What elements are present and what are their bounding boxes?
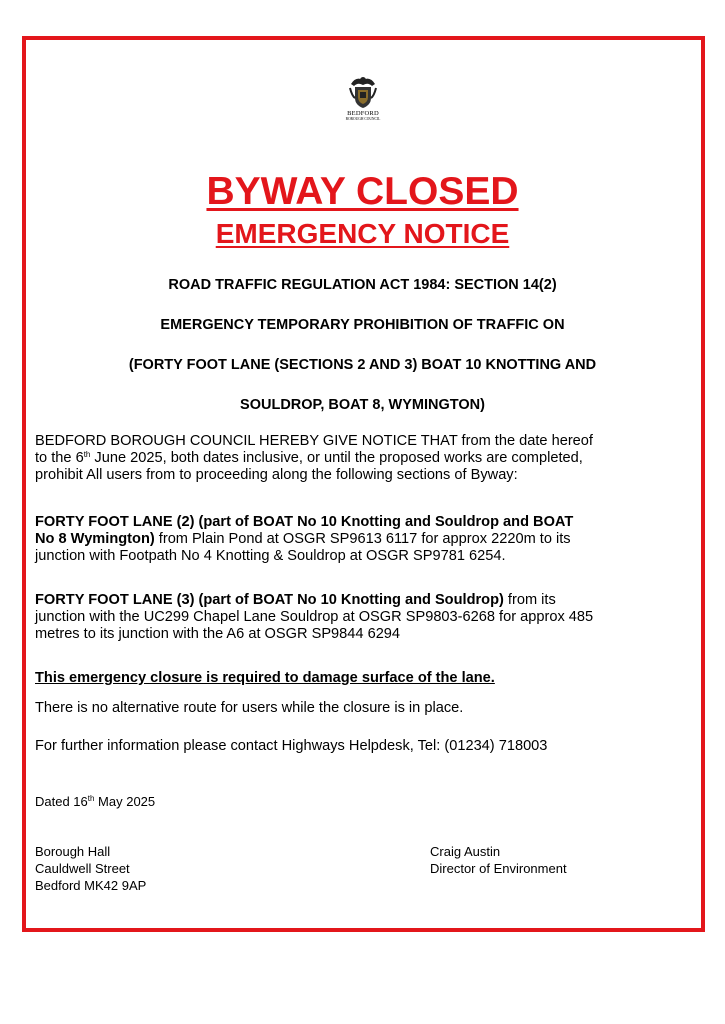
notice-line: to the 6th June 2025, both dates inclusive, or until the proposed works are completed, — [35, 449, 583, 466]
section-3-line: junction with the UC299 Chapel Lane Souldrop at OSGR SP9803-6268 for approx 485 — [35, 608, 594, 625]
section-2-paragraph — [35, 514, 695, 564]
section-2-line: FORTY FOOT LANE (2) (part of BOAT No 10 Knotting and Souldrop and BOAT — [35, 514, 574, 530]
council-logo — [338, 74, 388, 130]
logo-subtitle: BOROUGH COUNCIL — [345, 117, 381, 121]
closure-reason: This emergency closure is required to damage surface of the lane. — [35, 670, 495, 686]
section-3-line: FORTY FOOT LANE (3) (part of BOAT No 10 Knotting and Souldrop) from its — [35, 592, 556, 608]
signatory-name: Craig Austin — [430, 844, 501, 859]
heading-roads-line1: (FORTY FOOT LANE (SECTIONS 2 AND 3) BOAT 10 KNOTTING AND — [128, 357, 597, 373]
section-2-line: junction with Footpath No 4 Knotting & Souldrop at OSGR SP9781 6254. — [35, 547, 506, 564]
council-address — [35, 843, 146, 894]
heading-act: ROAD TRAFFIC REGULATION ACT 1984: SECTION 14(2) — [168, 277, 557, 293]
alternative-route-note: There is no alternative route for users while the closure is in place. — [35, 700, 464, 716]
logo-name: BEDFORD — [347, 110, 379, 117]
notice-line: prohibit All users from to proceeding along the following sections of Byway: — [35, 466, 518, 483]
section-3-paragraph — [35, 592, 695, 642]
heading-prohibition: EMERGENCY TEMPORARY PROHIBITION OF TRAFFIC ON — [160, 317, 565, 333]
address-line: Bedford MK42 9AP — [35, 878, 147, 893]
section-3-line: metres to its junction with the A6 at OSGR SP9844 6294 — [35, 625, 401, 642]
contact-info: For further information please contact Highways Helpdesk, Tel: (01234) 718003 — [35, 738, 548, 754]
notice-line: BEDFORD BOROUGH COUNCIL HEREBY GIVE NOTICE THAT from the date hereof — [35, 433, 593, 449]
address-line: Cauldwell Street — [35, 861, 130, 876]
notice-lead: BEDFORD BOROUGH COUNCIL HEREBY GIVE NOTICE THAT — [35, 433, 458, 449]
address-line: Borough Hall — [35, 844, 111, 859]
signatory-title: Director of Environment — [430, 861, 567, 876]
signatory-block — [430, 843, 567, 877]
notice-subtitle: EMERGENCY NOTICE — [215, 218, 510, 249]
notice-paragraph — [35, 433, 695, 483]
section-2-line: No 8 Wymington) from Plain Pond at OSGR SP9613 6117 for approx 2220m to its — [35, 530, 571, 547]
notice-title: BYWAY CLOSED — [206, 170, 519, 213]
bedford-crest-icon — [348, 74, 378, 110]
date-line: Dated 16th May 2025 — [35, 794, 156, 809]
heading-roads-line2: SOULDROP, BOAT 8, WYMINGTON) — [240, 397, 485, 413]
